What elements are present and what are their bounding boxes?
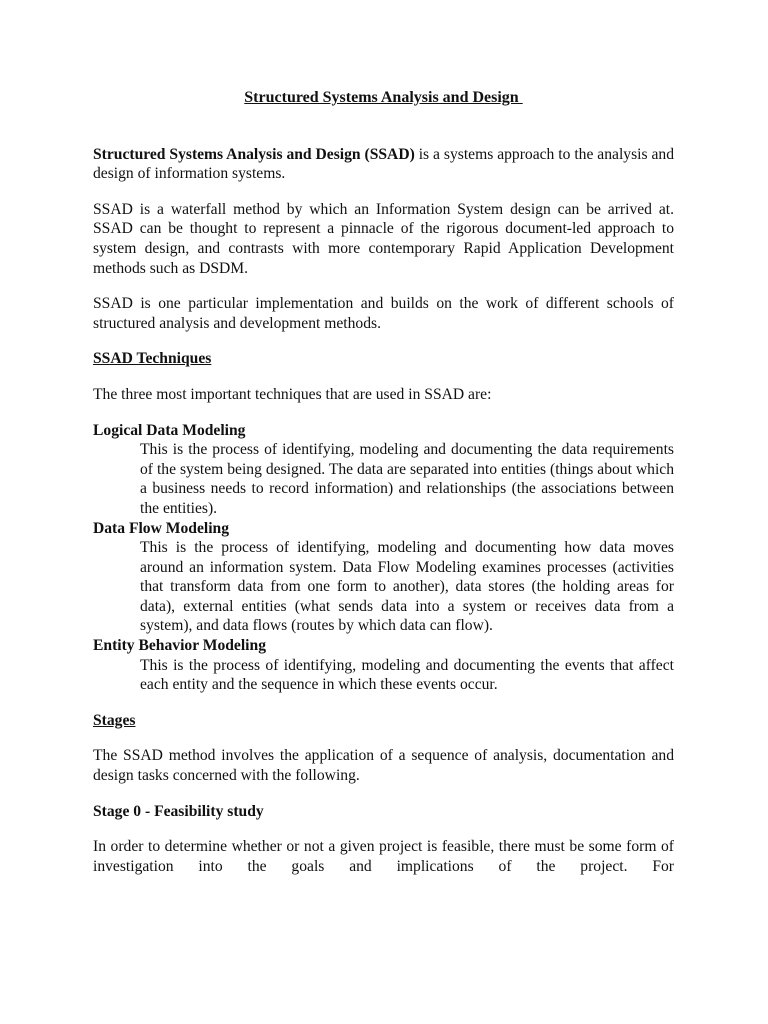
waterfall-paragraph: SSAD is a waterfall method by which an Information System design can be arrived at. SSAD can be thought to represent a pinnacle of the rigorous document-led approach to system design, and contrasts with more contemporary Rapid Application Development methods such as DSDM. [93,200,674,277]
document-page [93,88,674,892]
intro-abbr: (SSAD) [364,145,415,163]
technique-definition: This is the process of identifying, modeling and documenting the events that affect each entity and the sequence in which these events occur. [140,656,674,694]
stage0-heading: Stage 0 - Feasibility study [93,802,264,820]
technique-term: Data Flow Modeling [93,519,230,537]
intro-term: Structured Systems Analysis and Design [93,145,361,163]
techniques-intro: The three most important techniques that are used in SSAD are: [93,385,492,403]
technique-definition: This is the process of identifying, modeling and documenting the data requirements of the system being designed. The data are separated into entities (things about which a business needs to record information) and relationships (the associations between the entities). [140,441,674,517]
stage0-paragraph: In order to determine whether or not a given project is feasible, there must be some form of investigation into the goals and implications of the project. For [93,838,674,875]
technique-term: Logical Data Modeling [93,421,246,439]
technique-item-data-flow [93,519,674,637]
stages-intro: The SSAD method involves the application of a sequence of analysis, documentation and design tasks concerned with the following. [93,747,674,785]
technique-item-entity-behavior [93,636,674,695]
technique-term: Entity Behavior Modeling [93,637,266,655]
intro-rest: is a systems approach to the analysis and design of information systems. [93,145,674,183]
techniques-heading: SSAD Techniques [93,350,212,368]
intro-paragraph [93,145,674,184]
document-title: Structured Systems Analysis and Design [244,89,523,106]
technique-definition: This is the process of identifying, modeling and documenting how data moves around an information system. Data Flow Modeling examines processes (activities that transform data from one form to another), data stores (the holding areas for data), external entities (what sends data into a system or receives data from a system), and data flows (routes by which data can flow). [140,539,674,635]
stages-heading: Stages [93,711,136,729]
technique-item-logical-data [93,421,674,519]
implementation-paragraph: SSAD is one particular implementation and builds on the work of different schools of structured analysis and development methods. [93,295,674,332]
